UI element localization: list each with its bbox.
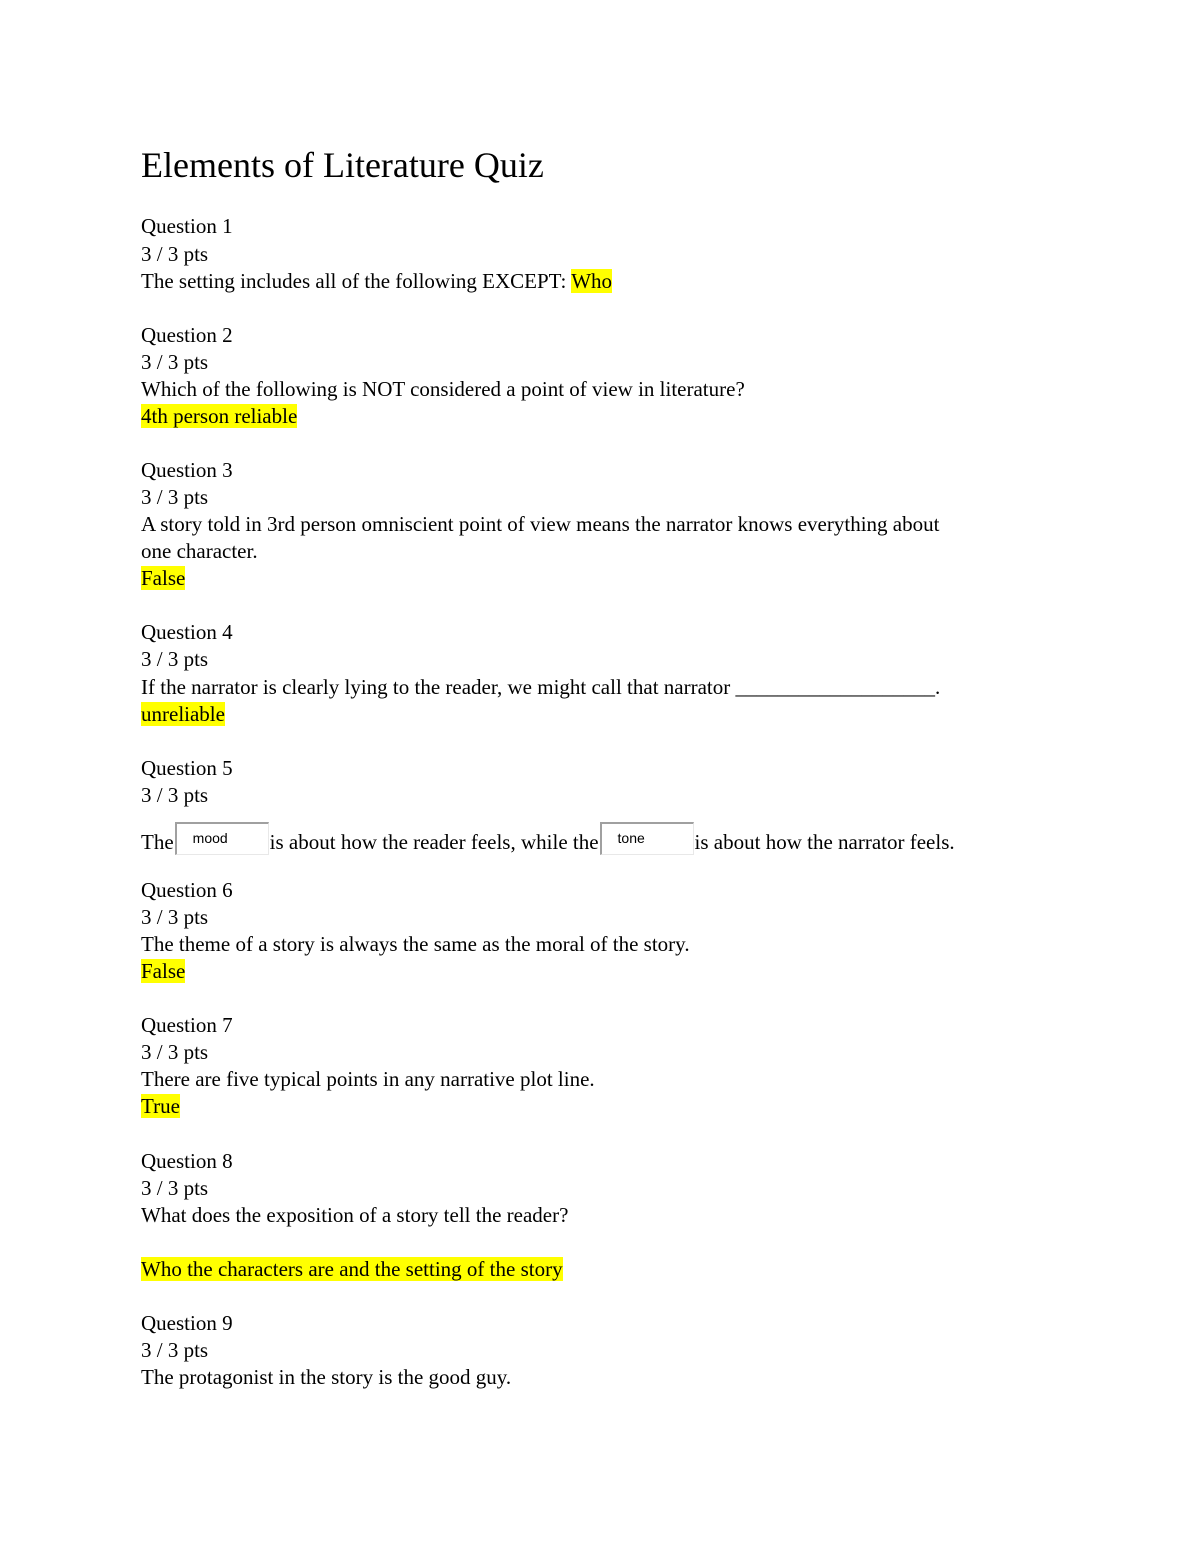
blank-value: tone — [617, 830, 645, 846]
highlighted-answer: Who the characters are and the setting of the story — [141, 1257, 563, 1281]
answer-line — [141, 701, 225, 728]
prompt-part: is about how the reader feels, while the — [269, 830, 599, 854]
highlighted-answer: Who — [571, 269, 613, 293]
highlighted-answer: False — [141, 566, 186, 590]
answer-line — [141, 958, 185, 985]
page-title: Elements of Literature Quiz — [141, 145, 544, 185]
answer-line — [141, 1093, 180, 1120]
question-prompt: The theme of a story is always the same as the moral of the story. — [141, 932, 690, 956]
question-points: 3 / 3 pts — [141, 1176, 209, 1200]
question-prompt: There are five typical points in any narrative plot line. — [141, 1067, 595, 1091]
question-label: Question 7 — [141, 1013, 233, 1037]
question-points: 3 / 3 pts — [141, 647, 209, 671]
answer-line — [141, 403, 297, 430]
question-label: Question 3 — [141, 458, 233, 482]
question-label: Question 2 — [141, 323, 233, 347]
question-prompt-continued: one character. — [141, 539, 258, 563]
fill-in-blank-line — [141, 822, 955, 856]
highlighted-answer: True — [141, 1094, 180, 1118]
question-points: 3 / 3 pts — [141, 783, 209, 807]
question-points: 3 / 3 pts — [141, 1338, 209, 1362]
question-label: Question 9 — [141, 1311, 233, 1335]
question-label: Question 4 — [141, 620, 233, 644]
question-points: 3 / 3 pts — [141, 485, 209, 509]
question-prompt: What does the exposition of a story tell the reader? — [141, 1203, 569, 1227]
question-points: 3 / 3 pts — [141, 242, 209, 266]
question-label: Question 8 — [141, 1149, 233, 1173]
question-prompt: Which of the following is NOT considered a point of view in literature? — [141, 377, 745, 401]
answer-line — [141, 565, 185, 592]
question-prompt: The setting includes all of the following EXCEPT: — [141, 269, 567, 293]
highlighted-answer: False — [141, 959, 186, 983]
question-prompt-line — [141, 268, 612, 295]
question-label: Question 1 — [141, 214, 233, 238]
question-prompt: A story told in 3rd person omniscient point of view means the narrator knows everything about — [141, 512, 940, 536]
question-points: 3 / 3 pts — [141, 905, 209, 929]
question-prompt: The protagonist in the story is the good guy. — [141, 1365, 512, 1389]
blank-answer-tone — [600, 822, 694, 855]
prompt-part: The — [141, 830, 174, 854]
blank-value: mood — [192, 830, 228, 846]
question-prompt: If the narrator is clearly lying to the reader, we might call that narrator ___________________. — [141, 675, 941, 699]
highlighted-answer: 4th person reliable — [141, 404, 298, 428]
question-label: Question 6 — [141, 878, 233, 902]
answer-line — [141, 1256, 563, 1283]
blank-answer-mood — [175, 822, 269, 855]
prompt-part: is about how the narrator feels. — [694, 830, 955, 854]
question-points: 3 / 3 pts — [141, 350, 209, 374]
question-label: Question 5 — [141, 756, 233, 780]
highlighted-answer: unreliable — [141, 702, 225, 726]
question-points: 3 / 3 pts — [141, 1040, 209, 1064]
